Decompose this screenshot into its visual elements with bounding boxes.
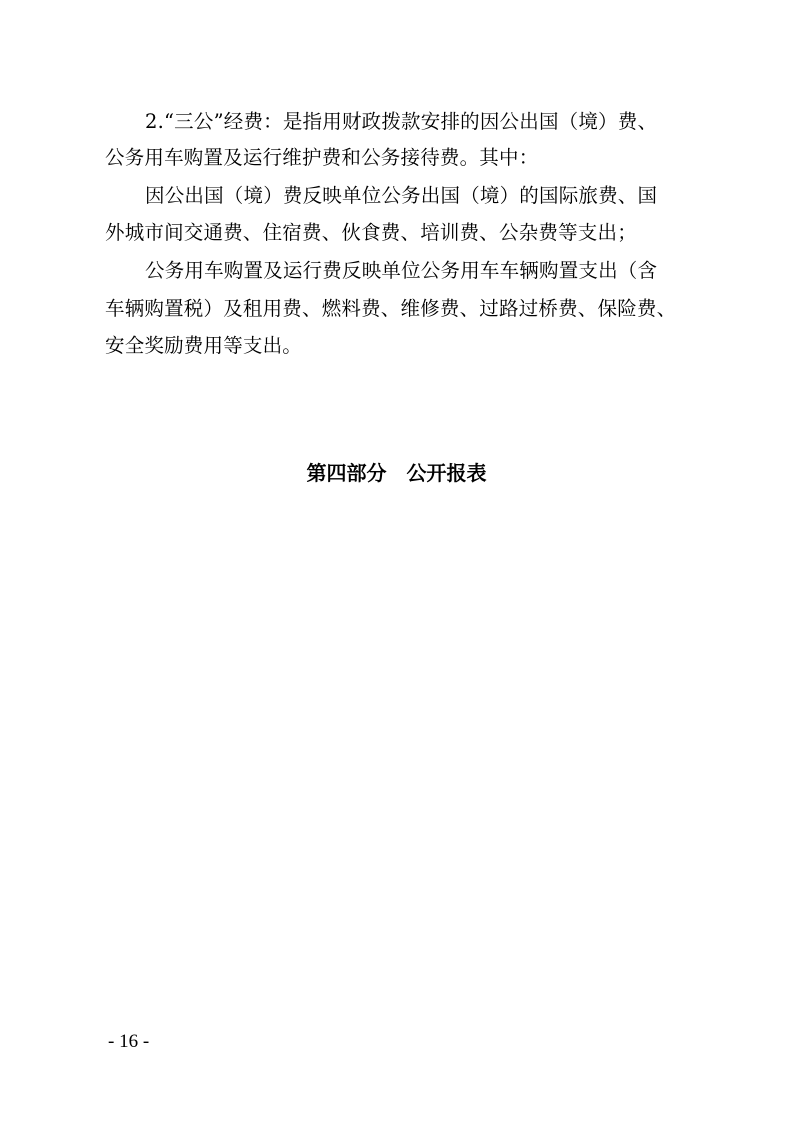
paragraph-3-line-2: 车辆购置税）及租用费、燃料费、维修费、过路过桥费、保险费、 xyxy=(105,297,677,320)
paragraph-3-line-1: 公务用车购置及运行费反映单位公务用车车辆购置支出（含 xyxy=(145,259,658,282)
paragraph-1-line-2: 公务用车购置及运行维护费和公务接待费。其中： xyxy=(105,146,539,169)
paragraph-2-line-1: 因公出国（境）费反映单位公务出国（境）的国际旅费、国 xyxy=(145,184,658,207)
paragraph-1-line-1: 2.“三公”经费：是指用财政拨款安排的因公出国（境）费、 xyxy=(145,110,658,133)
page-number: - 16 - xyxy=(108,1031,150,1052)
paragraph-2-line-2: 外城市间交通费、住宿费、伙食费、培训费、公杂费等支出； xyxy=(105,221,637,244)
section-heading: 第四部分 公开报表 xyxy=(306,461,487,485)
paragraph-3-line-3: 安全奖励费用等支出。 xyxy=(105,334,303,357)
